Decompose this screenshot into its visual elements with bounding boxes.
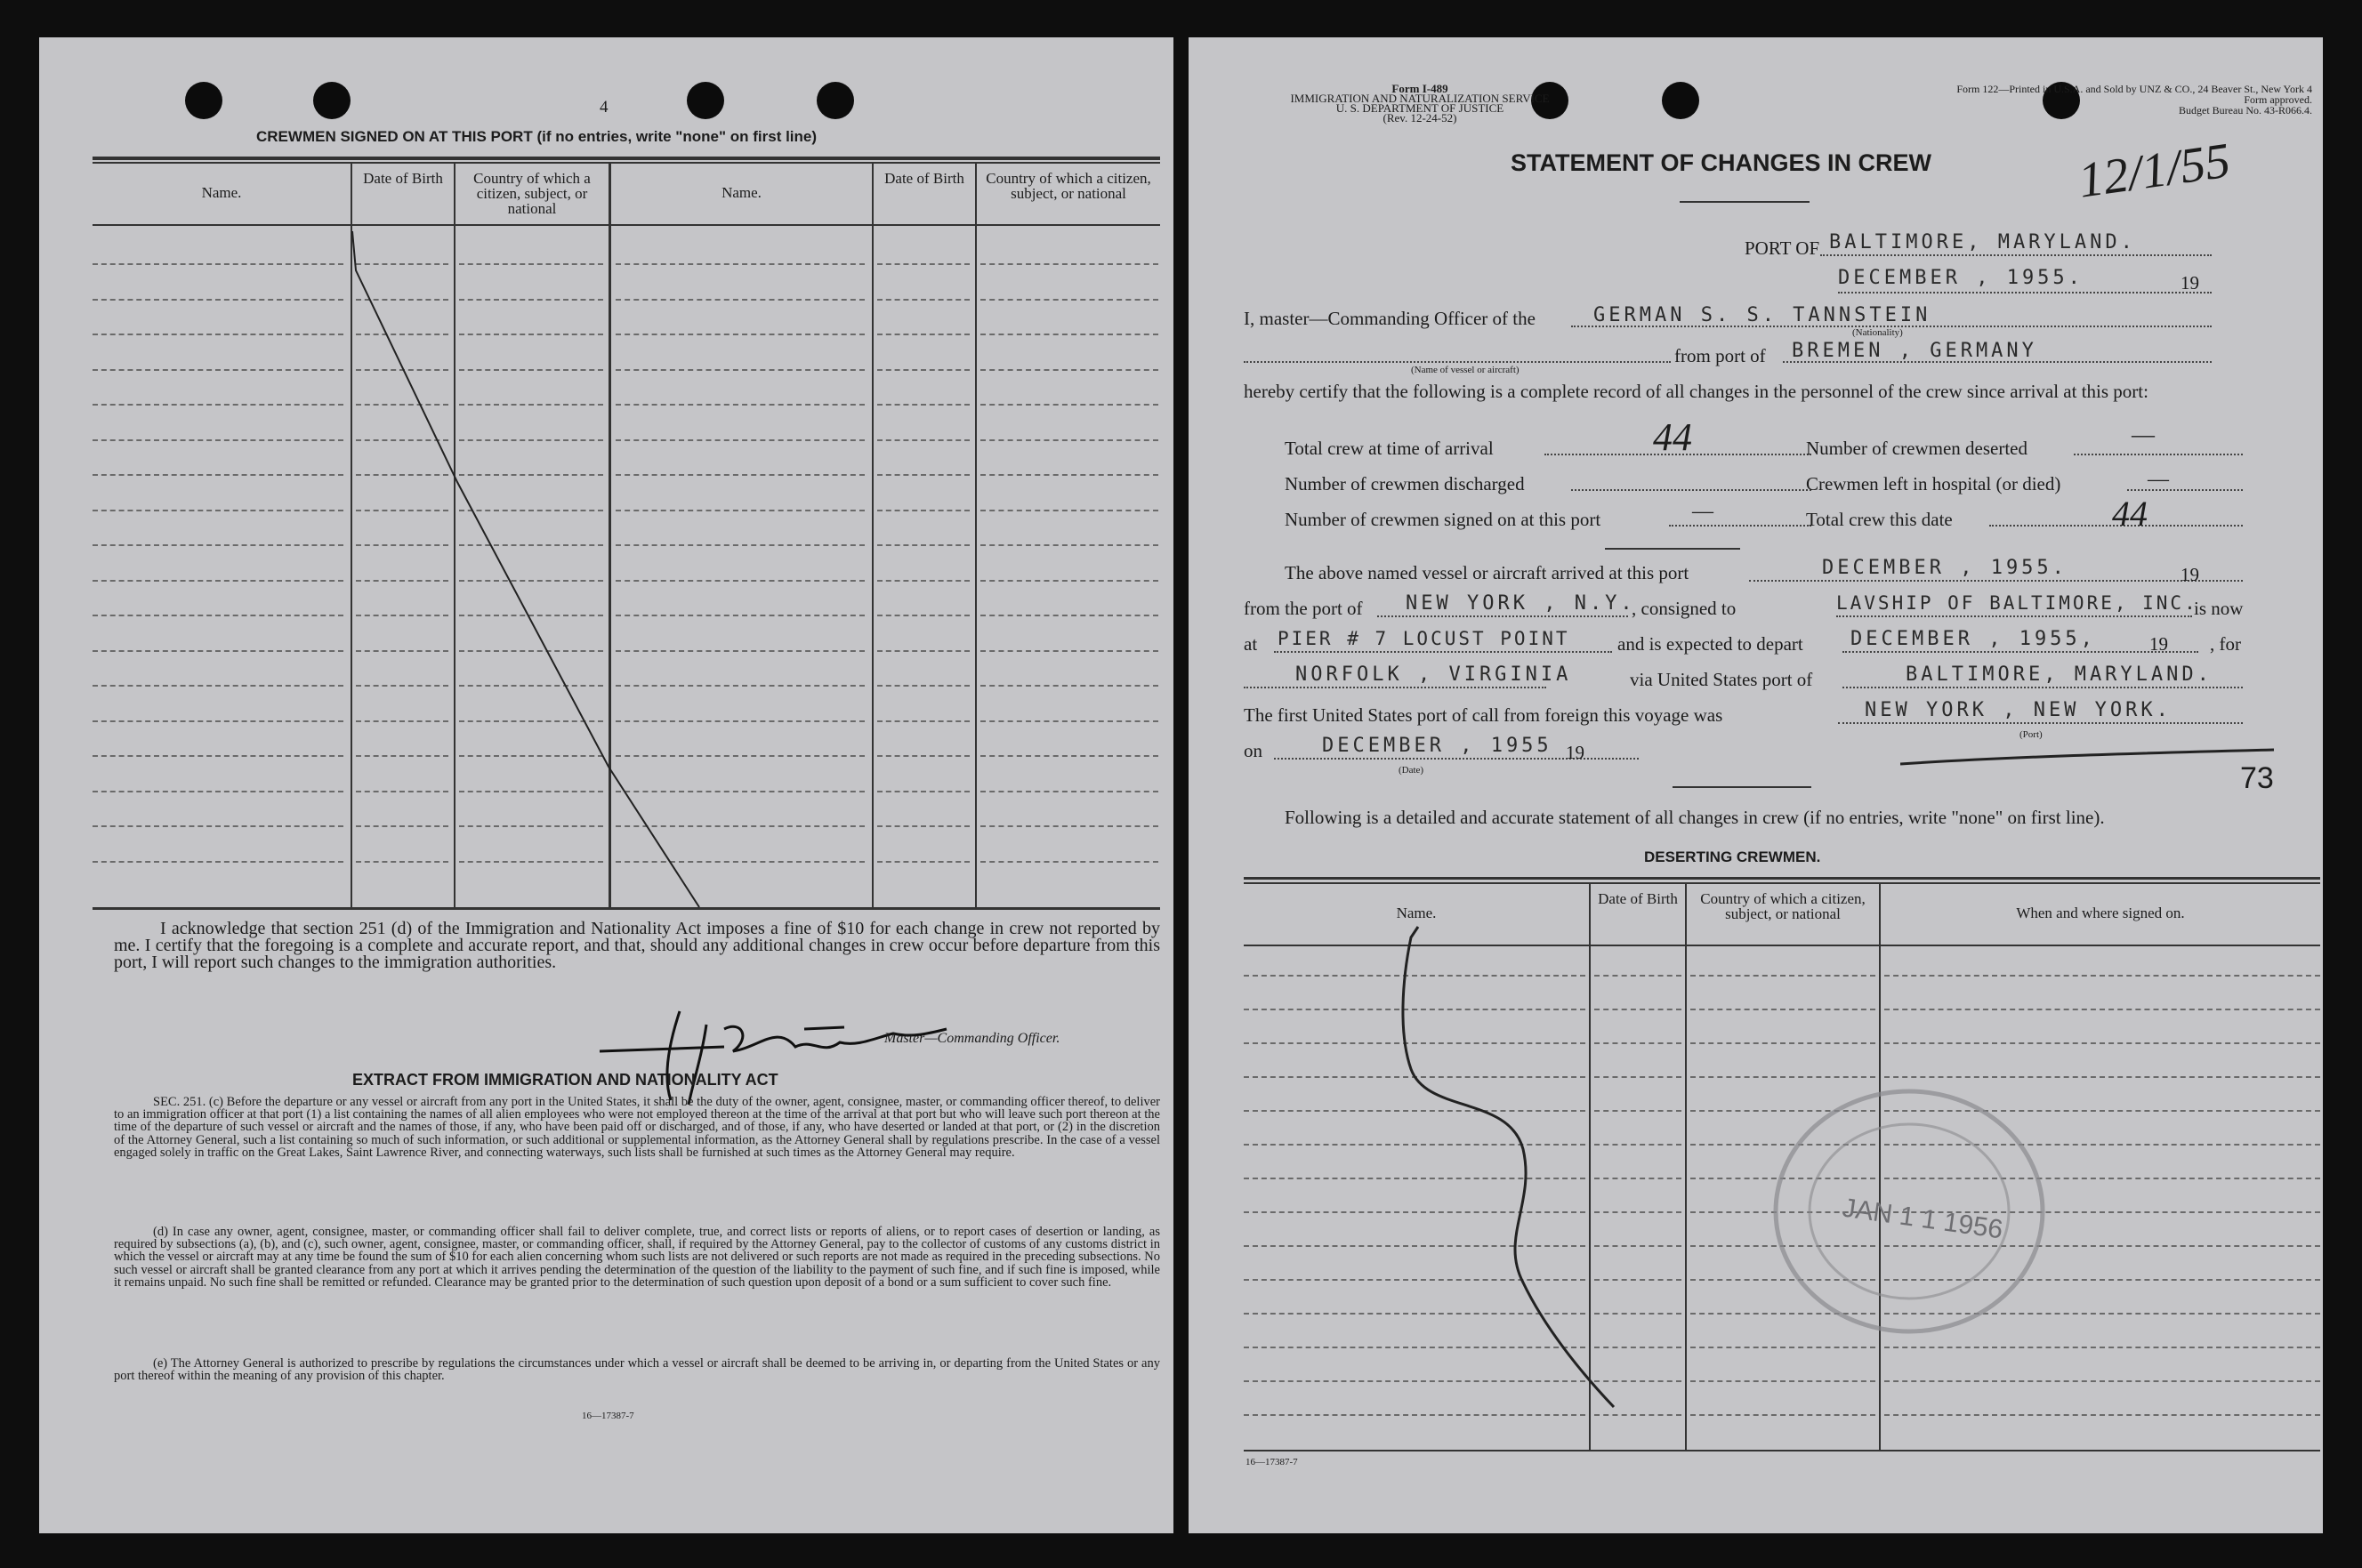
stamp-number: 73 <box>2240 761 2274 795</box>
master-label: I, master—Commanding Officer of the <box>1244 308 1536 329</box>
section-251-e: (e) The Attorney General is authorized to prescribe by regulations the circumstances under which a vessel or aircraft shall be deemed to be arriving in, or departing from the United States or any port thereof within the meaning of any provision of this chapter. <box>114 1356 1160 1384</box>
column-header: Name. <box>721 184 762 201</box>
expected-label: and is expected to depart <box>1617 633 1803 655</box>
column-header: Name. <box>201 184 242 201</box>
section-251-c: SEC. 251. (c) Before the departure or any vessel or aircraft from any port in the United States, it shall be the duty of the owner, agent, consignee, master, or commanding officer thereof, to deliver to an immigration officer at that port (1) a list containing the names of all alien employees who were not employed thereon at the time of the arrival at that port but who will leave such port thereon at the time of the departure of such vessel or aircraft and the names of those, if any, who have been paid off or discharged, and of those, if any, who have deserted or landed at that port, or (2) in the discretion of the Attorney General, such a list containing so much of such information, or such additional or supplemental information, as the Attorney General shall by regulations prescribe. In the case of a vessel engaged solely in traffic on the Great Lakes, Saint Lawrence River, and connecting waterways, such lists shall be furnished at such times as the Attorney General may require. <box>114 1095 1160 1160</box>
on-year: 19 <box>1566 742 1584 763</box>
for-value: NORFOLK , VIRGINIA <box>1295 663 1572 686</box>
printer-note: Form 122—Printed in U.S.A. and Sold by UNZ & CO., 24 Beaver St., New York 4 Form approved. Budget Bureau No. 43-R066.4. <box>1956 83 2312 117</box>
form-header: Form I-489 IMMIGRATION AND NATURALIZATION SERVICE U. S. DEPARTMENT OF JUSTICE (Rev. 12-24-52) <box>1290 82 1550 125</box>
column-header: Name. <box>1396 905 1437 921</box>
port-value: BALTIMORE, MARYLAND. <box>1829 231 2136 253</box>
form-title: STATEMENT OF CHANGES IN CREW <box>1511 149 1931 176</box>
deserted-value: — <box>2132 422 2155 447</box>
from-the-port-label: from the port of <box>1244 598 1363 619</box>
from-the-port-value: NEW YORK , N.Y. <box>1406 592 1636 615</box>
hospital-value: — <box>2148 468 2169 491</box>
is-now-label: is now <box>2194 598 2244 619</box>
date-caption: (Date) <box>1399 765 1424 776</box>
column-header: When and where signed on. <box>2016 905 2185 921</box>
print-code: 16—17387-7 <box>1245 1457 1298 1467</box>
total-date-label: Total crew this date <box>1806 509 1953 530</box>
nationality-caption: (Nationality) <box>1852 327 1903 338</box>
total-date-value: 44 <box>2112 494 2148 534</box>
certify-text: hereby certify that the following is a complete record of all changes in the personnel of the crew since arrival at this port: <box>1244 381 2148 402</box>
consigned-label: , consigned to <box>1632 598 1737 619</box>
right-page <box>1189 37 2323 1533</box>
signed-on-value: — <box>1692 500 1713 523</box>
diagonal-strike-line <box>39 37 1173 1533</box>
following-text: Following is a detailed and accurate statement of all changes in crew (if no entries, write "none" on first line). <box>1285 807 2105 828</box>
via-label: via United States port of <box>1630 669 1813 690</box>
via-value: BALTIMORE, MARYLAND. <box>1906 663 2213 686</box>
port-caption: (Port) <box>2019 729 2043 740</box>
handwritten-date: 12/1/55 <box>2075 133 2234 209</box>
date-value: DECEMBER , 1955. <box>1838 267 2084 289</box>
signature-label: Master—Commanding Officer. <box>884 1031 1060 1046</box>
on-label: on <box>1244 740 1262 761</box>
wavy-strike-line <box>1189 37 2323 1533</box>
consigned-value: LAVSHIP OF BALTIMORE, INC. <box>1836 592 2198 614</box>
signed-on-label: Number of crewmen signed on at this port <box>1285 509 1601 530</box>
deserting-title: DESERTING CREWMEN. <box>1644 848 1821 865</box>
arrived-year: 19 <box>2181 564 2199 585</box>
total-arrival-label: Total crew at time of arrival <box>1285 438 1494 459</box>
at-value: PIER # 7 LOCUST POINT <box>1278 628 1570 649</box>
vessel-value: GERMAN S. S. TANNSTEIN <box>1593 304 1931 326</box>
vessel-caption: (Name of vessel or aircraft) <box>1411 365 1520 375</box>
depart-year: 19 <box>2149 633 2168 655</box>
total-arrival-value: 44 <box>1653 415 1692 459</box>
print-code: 16—17387-7 <box>582 1411 634 1421</box>
deserted-label: Number of crewmen deserted <box>1806 438 2027 459</box>
from-port-value: BREMEN , GERMANY <box>1792 340 2037 362</box>
port-label: PORT OF <box>1745 237 1820 259</box>
section-251-d: (d) In case any owner, agent, consignee, master, or commanding officer shall fail to deliver complete, true, and correct lists or reports of aliens, or to report cases of desertion or landing, as required by subsections (a), (b), and (c), such owner, agent, consignee, master, or commanding officer, shall, if required by the Attorney General, pay to the collector of customs of any customs district in which the vessel or aircraft may at any time be found the sum of $10 for each alien concerning whom such lists are not delivered or such reports are not made as required in the preceding subsections. No such vessel or aircraft shall be granted clearance from any port at which it arrives pending the determination of the question of the liability to the payment of such fine, and if such fine is imposed, while it remains unpaid. No such fine shall be remitted or refunded. Clearance may be granted prior to the determination of such question upon deposit of a bond or a sum sufficient to cover such fine. <box>114 1225 1160 1290</box>
at-label: at <box>1244 633 1258 655</box>
from-port-label: from port of <box>1674 345 1766 366</box>
arrived-value: DECEMBER , 1955. <box>1822 557 2068 579</box>
column-header: Date of Birth <box>1598 890 1678 907</box>
left-page <box>39 37 1173 1533</box>
first-port-value: NEW YORK , NEW YORK. <box>1865 699 2172 721</box>
discharged-label: Number of crewmen discharged <box>1285 473 1525 495</box>
depart-value: DECEMBER , 1955, <box>1850 628 2096 650</box>
signature <box>537 985 964 1109</box>
page-number: 4 <box>600 98 609 117</box>
arrived-label: The above named vessel or aircraft arrived at this port <box>1285 562 1689 583</box>
hospital-label: Crewmen left in hospital (or died) <box>1806 473 2061 495</box>
for-label: , for <box>2210 633 2241 655</box>
first-port-label: The first United States port of call from foreign this voyage was <box>1244 704 1723 726</box>
year-suffix: 19 <box>2181 272 2199 293</box>
column-header: Date of Birth <box>363 170 443 187</box>
section-title: CREWMEN SIGNED ON AT THIS PORT (if no entries, write "none" on first line) <box>256 128 818 145</box>
column-header: Country of which a citizen, subject, or national <box>473 170 591 217</box>
column-header: Date of Birth <box>884 170 964 187</box>
column-header: Country of which a citizen, subject, or national <box>1700 890 1866 922</box>
acknowledgment-text: I acknowledge that section 251 (d) of the Immigration and Nationality Act imposes a fine of $10 for each change in crew not reported by me. I certify that the foregoing is a complete and accurate report, and that, should any additional changes in crew occur before departure from this port, I will report such changes to the immigration authorities. <box>114 919 1160 972</box>
on-value: DECEMBER , 1955 <box>1322 735 1552 757</box>
stamp-date: JAN 1 1 1956 <box>1840 1193 2005 1245</box>
column-header: Country of which a citizen, subject, or national <box>986 170 1151 202</box>
extract-title: EXTRACT FROM IMMIGRATION AND NATIONALITY ACT <box>352 1071 778 1089</box>
